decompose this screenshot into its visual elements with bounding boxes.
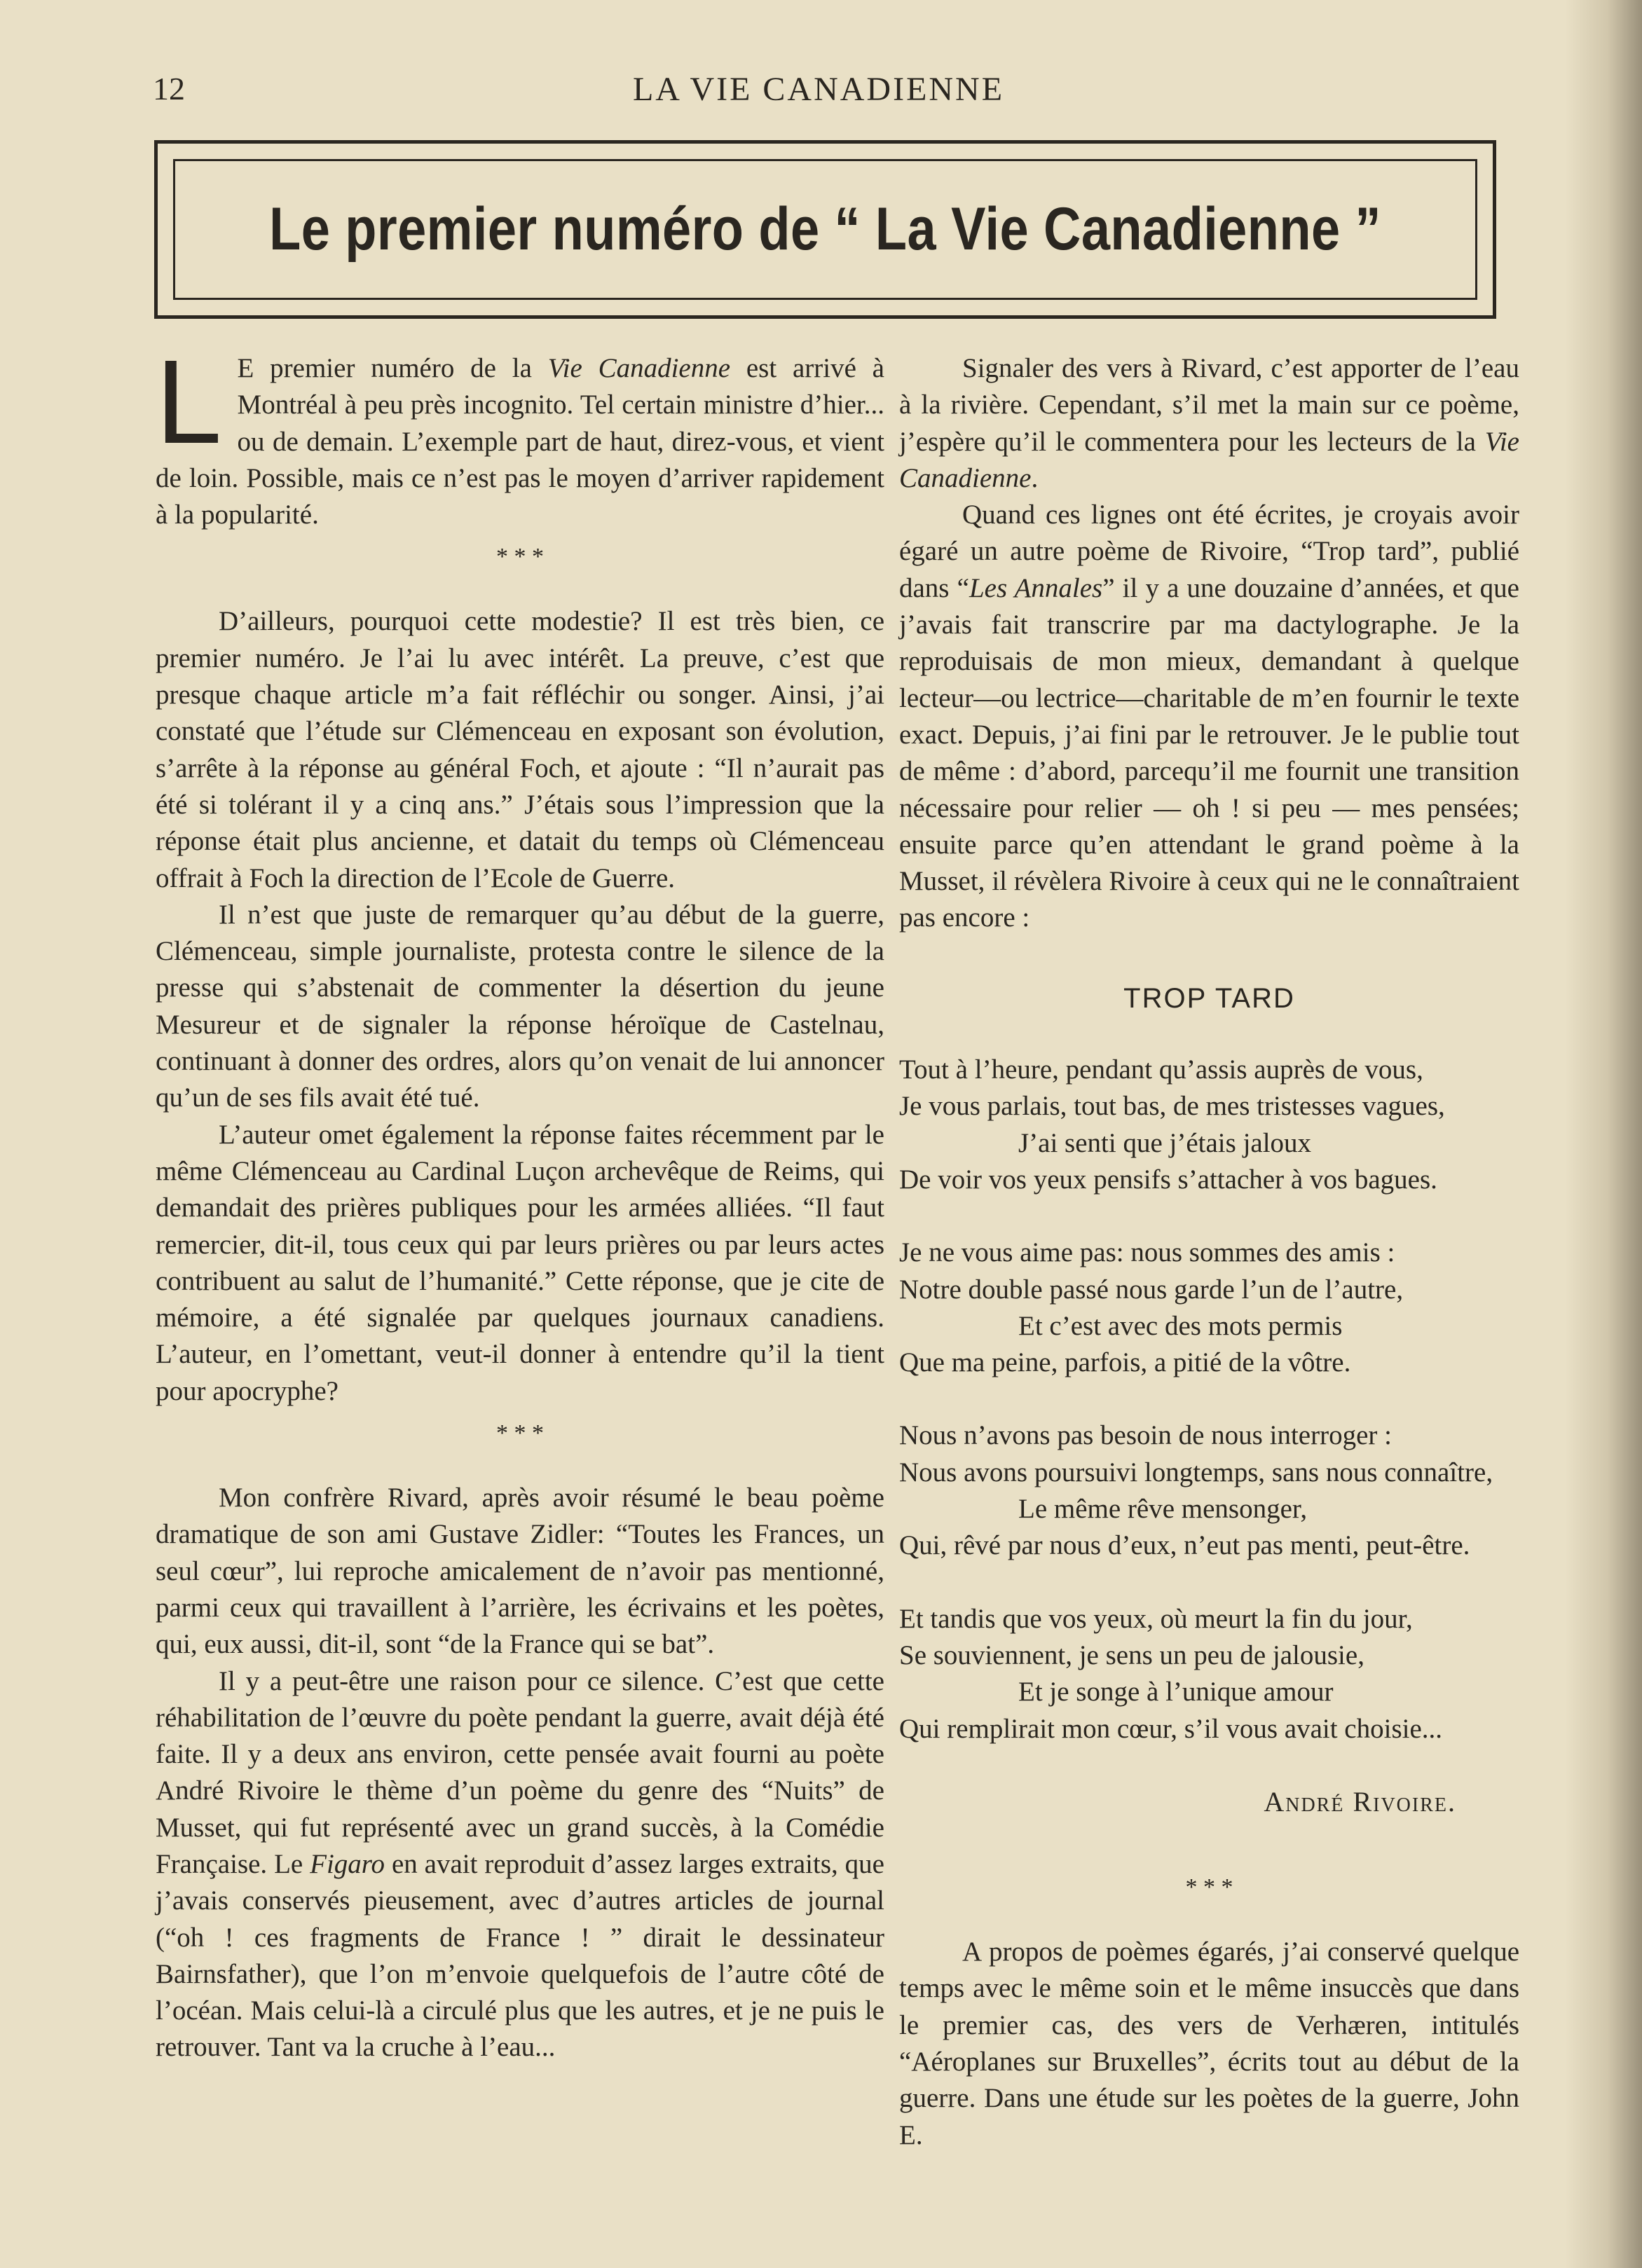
poem-verse: Qui, rêvé par nous d’eux, n’eut pas menti, peut-être. bbox=[899, 1530, 1470, 1561]
paragraph-9: A propos de poèmes égarés, j’ai conservé quelque temps avec le même soin et le même insuccès que dans le premier cas, des vers de Verhæren, intitulés “Aéroplanes sur Bruxelles”, écrits tout au début de la guerre. Dans une étude sur les poètes de la guerre, John E. bbox=[899, 1937, 1519, 2150]
poem-verse: Se souviennent, je sens un peu de jalousie, bbox=[899, 1640, 1364, 1670]
poem-verse: Et c’est avec des mots permis bbox=[1018, 1310, 1343, 1341]
poem-verse: Nous avons poursuivi longtemps, sans nous connaître, bbox=[899, 1457, 1493, 1487]
paragraph-6-end: en avait reproduit d’assez larges extraits, que j’avais conservés pieusement, avec d’autres articles de journal (“oh ! ces fragments de France ! ” dirait le dessinateur Bairnsfather), que l’on m’envoie quelquefois de l’autre côté de l’océan. Mais celui-là a circulé plus que les autres, et je ne puis le retrouver. Tant va la cruche à l’eau... bbox=[156, 1848, 884, 2063]
paragraph-8 bbox=[899, 497, 1519, 937]
paragraph-3: Il n’est que juste de remarquer qu’au début de la guerre, Clémenceau, simple journaliste, protesta contre le silence de la presse qui s’abstenait de commenter la désertion du jeune Mesureur et de signaler la réponse héroïque de Castelnau, continuant à donner des ordres, alors qu’on venait de lui annoncer qu’un de ses fils avait été tué. bbox=[156, 899, 884, 1113]
section-divider-1 bbox=[156, 539, 884, 575]
drop-cap: L bbox=[156, 336, 222, 469]
paragraph-6-italic: Figaro bbox=[310, 1848, 385, 1879]
paragraph-2: D’ailleurs, pourquoi cette modestie? Il est très bien, ce premier numéro. Je l’ai lu avec intérêt. La preuve, c’est que presque chaque article m’a fait réfléchir ou songer. Ainsi, j’ai constaté que l’étude sur Clémenceau en exposant son évolution, s’arrête à la réponse au général Foch, et ajoute : “Il n’aurait pas été si tolérant il y a cinq ans.” J’étais sous l’impression que la réponse était plus ancienne, et datait du temps où Clémenceau offrait à Foch la direction de l’Ecole de Guerre. bbox=[156, 606, 884, 893]
paragraph-1-italic: Vie Canadienne bbox=[547, 353, 731, 383]
poem-verse: Notre double passé nous garde l’un de l’autre, bbox=[899, 1274, 1404, 1305]
poem-verse: J’ai senti que j’étais jaloux bbox=[1018, 1127, 1312, 1158]
paragraph-8-start: Quand ces lignes ont été écrites, je croyais avoir égaré un autre poème de Rivoire, “Trop tard”, publié dans “ bbox=[899, 500, 1519, 603]
right-column bbox=[899, 350, 1519, 2154]
poem-verse: Qui remplirait mon cœur, s’il vous avait choisie... bbox=[899, 1713, 1443, 1744]
poem-verse: Le même rêve mensonger, bbox=[1018, 1494, 1308, 1525]
paragraph-6-start: Il y a peut-être une raison pour ce silence. C’est que cette réhabilitation de l’œuvre du poète pendant la guerre, avait déjà été faite. Il y a deux ans environ, cette pensée avait fourni au poète André Rivoire le thème d’un poème du genre des “Nuits” de Musset, qui fut représenté avec un grand succès, à la Comédie Française. Le bbox=[156, 1665, 884, 1879]
paragraph-8-italic: Les Annales bbox=[969, 572, 1103, 603]
title-frame bbox=[154, 140, 1496, 319]
poem-stanza-4 bbox=[899, 1601, 1519, 1747]
paragraph-6 bbox=[156, 1663, 884, 2066]
poem-verse: Et tandis que vos yeux, où meurt la fin du jour, bbox=[899, 1603, 1413, 1634]
left-column bbox=[156, 336, 884, 2066]
poem-verse: Tout à l’heure, pendant qu’assis auprès de vous, bbox=[899, 1054, 1423, 1085]
paragraph-5: Mon confrère Rivard, après avoir résumé le beau poème dramatique de son ami Gustave Zidler: “Toutes les Frances, un seul cœur”, lui reproche amicalement de n’avoir pas mentionné, parmi ceux qui travaillent à l’arrière, les écrivains et les poètes, qui, eux aussi, dit-il, sont “de la France qui se bat”. bbox=[156, 1483, 884, 1660]
divider-stars: * * * bbox=[496, 544, 544, 570]
running-title: LA VIE CANADIENNE bbox=[632, 71, 1005, 108]
poem-verse: Que ma peine, parfois, a pitié de la vôtre. bbox=[899, 1347, 1351, 1378]
poem-verse: Nous n’avons pas besoin de nous interroger : bbox=[899, 1420, 1392, 1451]
paragraph-7-start: Signaler des vers à Rivard, c’est apporter de l’eau à la rivière. Cependant, s’il met la main sur ce poème, j’espère qu’il le commentera pour les lecteurs de la bbox=[899, 353, 1519, 457]
divider-stars: * * * bbox=[1185, 1874, 1233, 1901]
poem-verse: Je ne vous aime pas: nous sommes des amis : bbox=[899, 1237, 1395, 1268]
poem-title: TROP TARD bbox=[1123, 982, 1295, 1014]
poem-stanza-1 bbox=[899, 1052, 1519, 1198]
poem-stanza-2 bbox=[899, 1235, 1519, 1381]
section-divider-3 bbox=[899, 1869, 1519, 1906]
section-divider-2 bbox=[156, 1415, 884, 1452]
paragraph-1 bbox=[156, 336, 884, 533]
page-header bbox=[153, 70, 1484, 119]
title-frame-inner bbox=[173, 159, 1477, 300]
paragraph-4: L’auteur omet également la réponse faites récemment par le même Clémenceau au Cardinal Luçon archevêque de Reims, qui demandait des prières publiques pour les armées alliées. “Il faut remercier, dit-il, tous ceux qui par leurs prières ou par leurs actes contribuent au salut de l’humanité.” Cette réponse, que je cite de mémoire, a été signalée par quelques journaux canadiens. L’auteur, en l’omettant, veut-il donner à entendre qu’il la tient pour apocryphe? bbox=[156, 1119, 884, 1406]
paragraph-7 bbox=[899, 350, 1519, 497]
poem-verse: De voir vos yeux pensifs s’attacher à vos bagues. bbox=[899, 1164, 1437, 1195]
poem-stanza-3 bbox=[899, 1417, 1519, 1564]
paragraph-8-end: ” il y a une douzaine d’années, et que j’avais fait transcrire par ma dactylographe. Je la reproduisais de mon mieux, demandant à quelque lecteur—ou lectrice—charitable de m’en fournir le texte exact. Depuis, j’ai fini par le retrouver. Je le publie tout de même : d’abord, parcequ’il me fournit une transition nécessaire pour relier — oh ! si peu — mes pensées; ensuite parce qu’en attendant le grand poème à la Musset, il révèlera Rivoire à ceux qui ne le connaîtraient pas encore : bbox=[899, 572, 1519, 933]
paragraph-7-end: . bbox=[1031, 462, 1039, 493]
poem-verse: Je vous parlais, tout bas, de mes tristesses vagues, bbox=[899, 1091, 1445, 1122]
paragraph-1-end: est arrivé à Montréal à peu près incognito. Tel certain ministre d’hier... ou de demain. L’exemple part de haut, direz-vous, et vient de loin. Possible, mais ce n’est pas le moyen d’arriver rapidement à la popularité. bbox=[156, 353, 884, 530]
divider-stars: * * * bbox=[496, 1420, 544, 1447]
paragraph-7-italic: Vie Canadienne bbox=[899, 426, 1519, 493]
article-title: Le premier numéro de “ La Vie Canadienne ” bbox=[269, 195, 1381, 263]
paragraph-1-start: E premier numéro de la bbox=[237, 353, 548, 383]
poem-author: André Rivoire. bbox=[1264, 1785, 1456, 1817]
page-number: 12 bbox=[153, 71, 185, 106]
poem-verse: Et je songe à l’unique amour bbox=[1018, 1677, 1334, 1707]
page-edge-shadow bbox=[1565, 0, 1642, 2268]
